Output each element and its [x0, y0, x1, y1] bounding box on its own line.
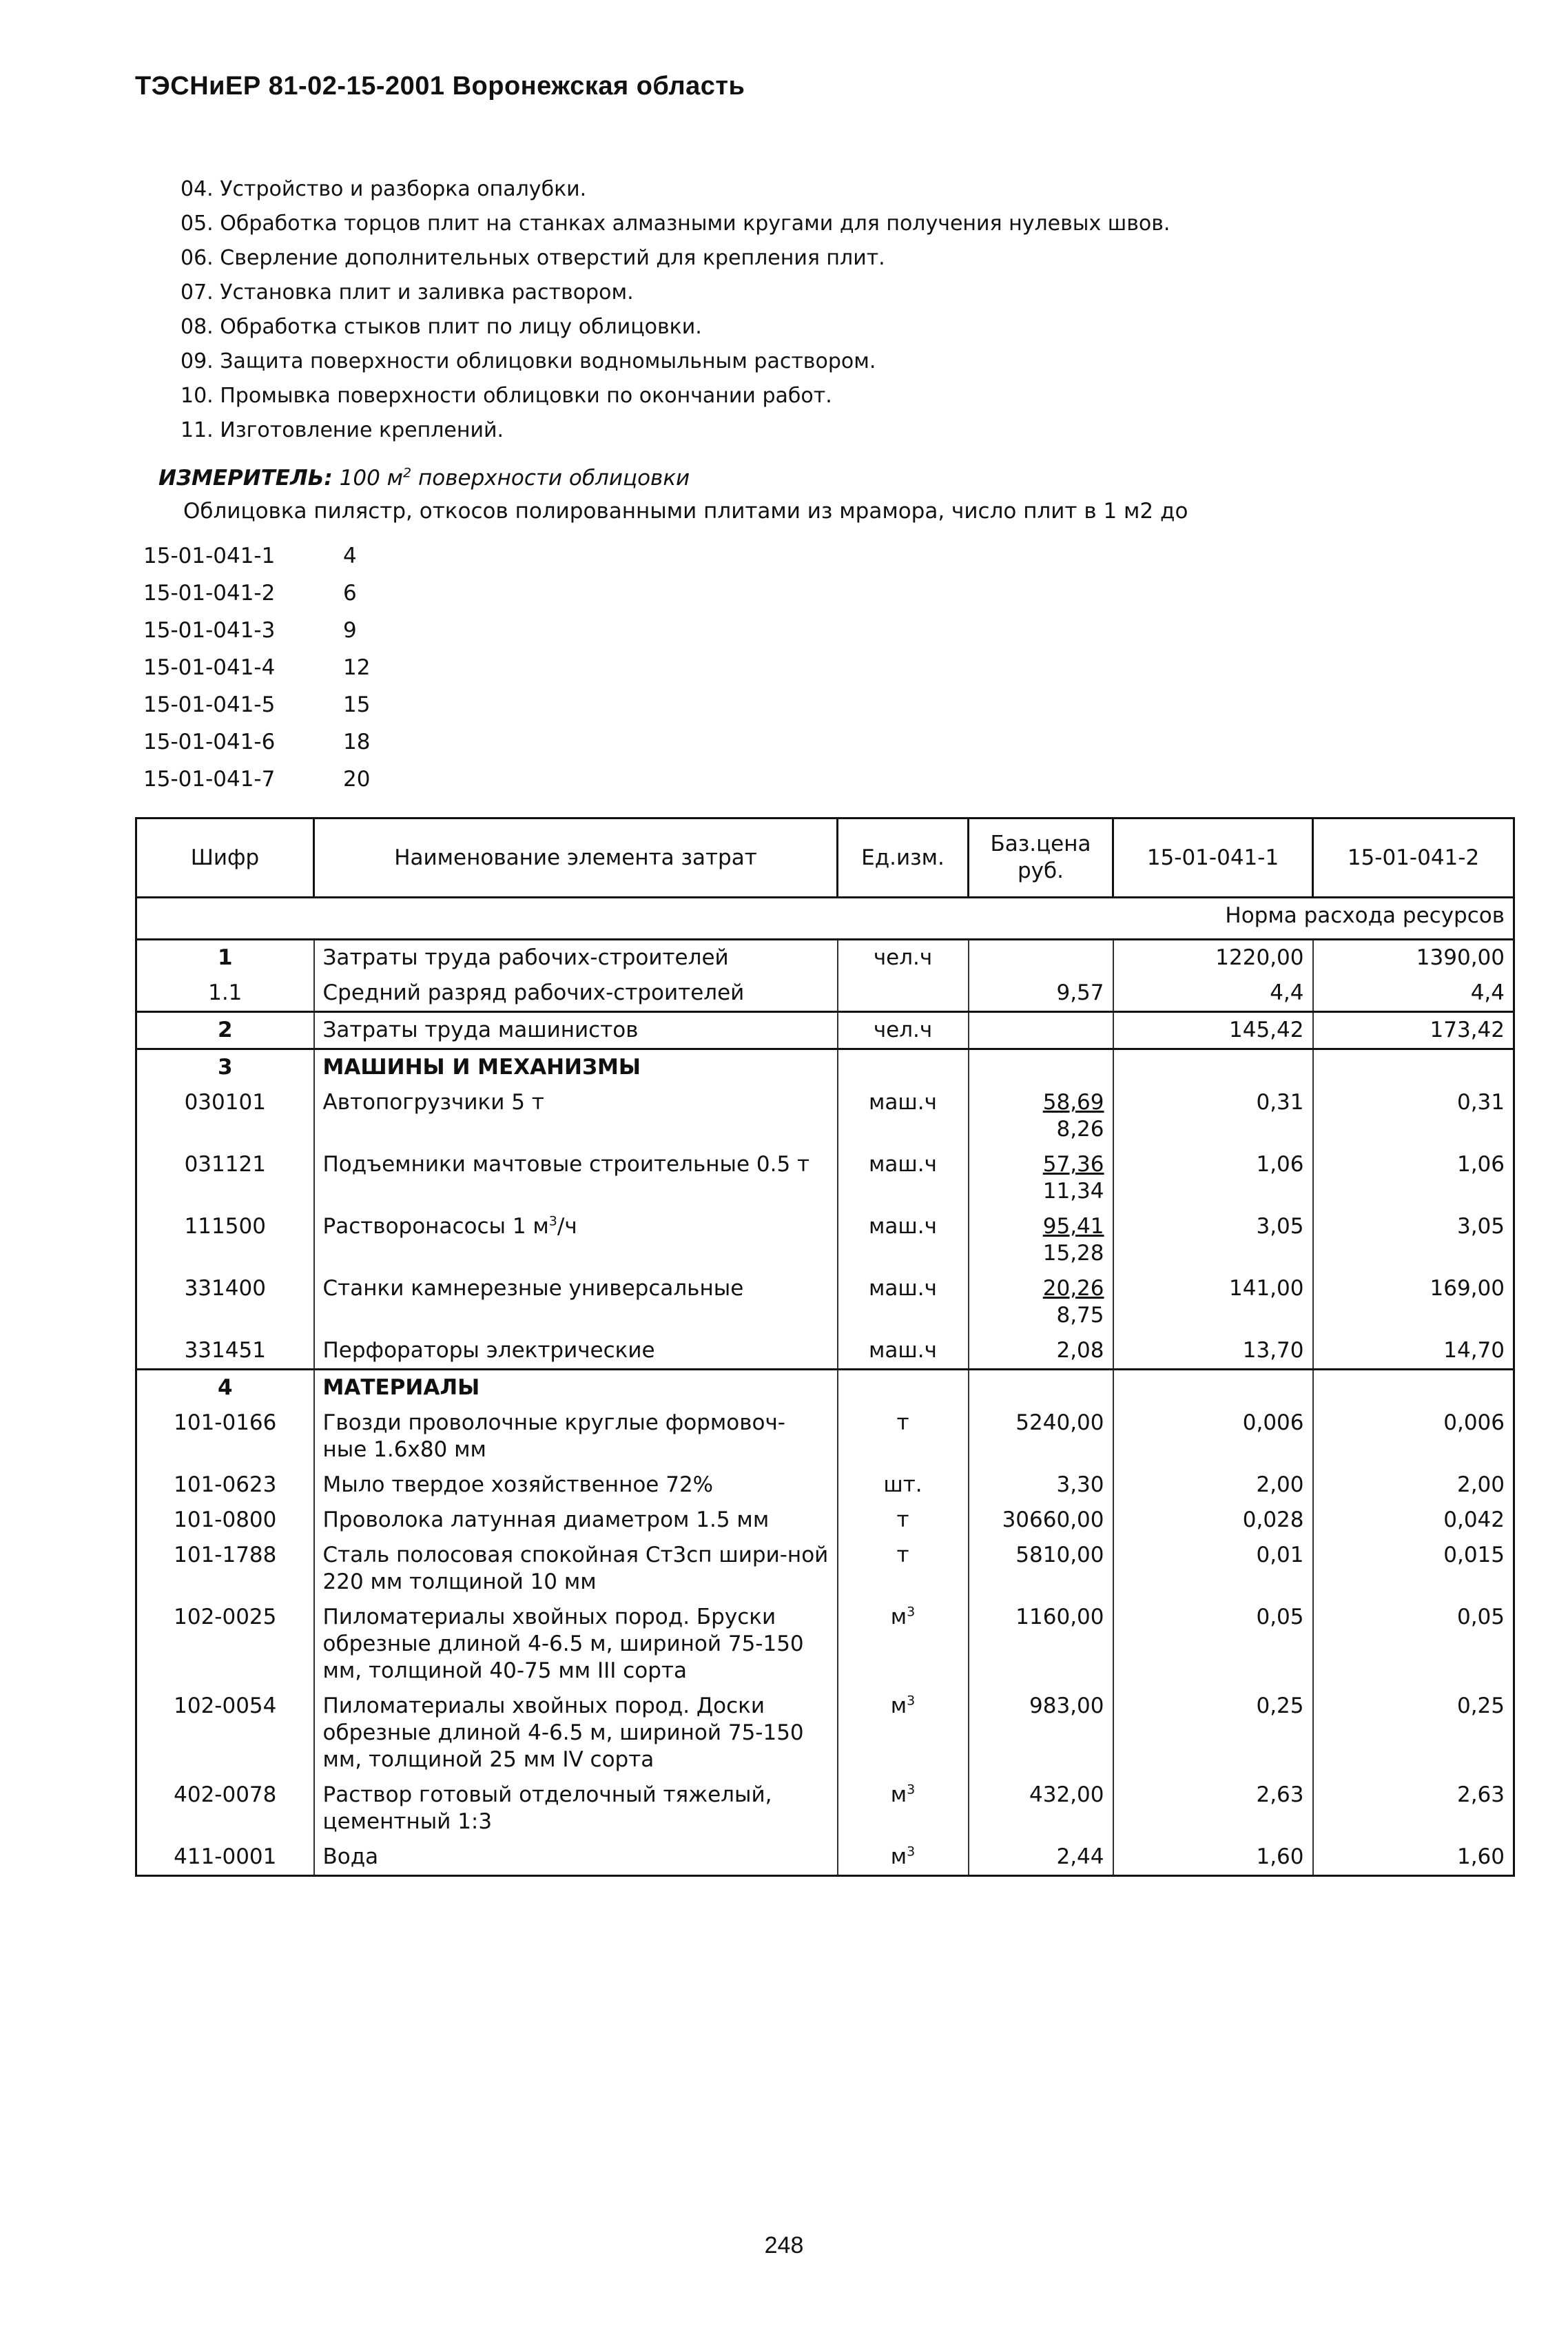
- norm-value-2: 0,015: [1443, 1543, 1505, 1567]
- cell-price: [969, 1600, 1113, 1689]
- unit-text: маш.ч: [869, 1276, 937, 1301]
- code-value: 18: [343, 730, 371, 754]
- cell-unit: [838, 1503, 969, 1538]
- table-row: [136, 1840, 1514, 1876]
- cell-code: [136, 1147, 314, 1209]
- work-step: 04. Устройство и разборка опалубки.: [180, 177, 587, 201]
- code-value: 20: [343, 767, 371, 792]
- cell-price: [969, 940, 1113, 976]
- price-value: 1160,00: [1015, 1605, 1104, 1629]
- cell-name: [314, 1503, 838, 1538]
- cell-code: [136, 976, 314, 1012]
- table-row: [136, 1271, 1514, 1333]
- unit-superscript: 3: [907, 1604, 916, 1620]
- cell-price: [969, 1370, 1113, 1406]
- code-text: 411-0001: [174, 1844, 277, 1869]
- norm-value-2: 0,042: [1443, 1507, 1505, 1532]
- code-text: 331400: [184, 1276, 266, 1301]
- price-value: 30660,00: [1002, 1507, 1104, 1532]
- cell-code: [136, 1049, 314, 1086]
- price-machinist-value: 15,28: [1042, 1241, 1104, 1266]
- cell-code: [136, 1840, 314, 1876]
- cell-code: [136, 1012, 314, 1049]
- name-text: Затраты труда рабочих-строителей: [322, 945, 729, 970]
- cell-name: [314, 1333, 838, 1370]
- code-value: 9: [343, 618, 357, 643]
- cell-norm-1: [1113, 1503, 1313, 1538]
- header-col1: 15-01-041-1: [1113, 818, 1313, 898]
- code-row: [143, 649, 370, 686]
- cell-code: [136, 1085, 314, 1147]
- price-value: 5240,00: [1015, 1410, 1104, 1435]
- work-step: 11. Изготовление креплений.: [180, 418, 504, 442]
- norm-value-1: 2,00: [1256, 1472, 1304, 1497]
- cell-unit: [838, 1689, 969, 1778]
- cell-norm-1: [1113, 1689, 1313, 1778]
- norm-value-2: 14,70: [1443, 1338, 1505, 1363]
- measure-rest: поверхности облицовки: [411, 466, 690, 491]
- cell-name: [314, 1370, 838, 1406]
- table-row: [136, 1538, 1514, 1600]
- norm-value-1: 141,00: [1229, 1276, 1304, 1301]
- cell-code: [136, 1271, 314, 1333]
- name-text: Перфораторы электрические: [322, 1338, 655, 1363]
- price-value: 2,44: [1056, 1844, 1104, 1869]
- cell-norm-1: [1113, 1405, 1313, 1468]
- cell-name: [314, 1778, 838, 1840]
- price-value: 5810,00: [1015, 1543, 1104, 1567]
- cell-name: [314, 1271, 838, 1333]
- table-row: [136, 976, 1514, 1012]
- unit-text: м: [890, 1844, 907, 1869]
- name-text: Сталь полосовая спокойная Ст3сп шири-ной 220 мм толщиной 10 мм: [322, 1543, 829, 1594]
- cell-name: [314, 1468, 838, 1503]
- work-step: 06. Сверление дополнительных отверстий для крепления плит.: [180, 246, 885, 270]
- header-name: Наименование элемента затрат: [314, 818, 838, 898]
- cell-name: [314, 1147, 838, 1209]
- norm-value-2: 0,25: [1456, 1693, 1505, 1718]
- cell-price: [969, 976, 1113, 1012]
- name-text: Растворонасосы 1 м: [322, 1214, 549, 1239]
- code-text: 2: [217, 1018, 233, 1042]
- cell-norm-2: [1313, 940, 1514, 976]
- cell-name: [314, 1012, 838, 1049]
- norm-value-1: 0,05: [1256, 1605, 1304, 1629]
- table-row: [136, 1778, 1514, 1840]
- code-text: 030101: [184, 1090, 266, 1115]
- measure-sup: 2: [403, 465, 412, 481]
- cell-unit: [838, 1405, 969, 1468]
- cell-norm-2: [1313, 1085, 1514, 1147]
- code-row: [143, 723, 370, 761]
- price-value: 2,08: [1056, 1338, 1104, 1363]
- norm-value-1: 0,006: [1242, 1410, 1304, 1435]
- cell-norm-2: [1313, 1405, 1514, 1468]
- work-steps-list: [180, 172, 1170, 448]
- header-unit: Ед.изм.: [838, 818, 969, 898]
- price-value: 983,00: [1029, 1693, 1104, 1718]
- table-row: [136, 1209, 1514, 1271]
- cell-norm-1: [1113, 1840, 1313, 1876]
- norm-value-2: 0,006: [1443, 1410, 1505, 1435]
- code: 15-01-041-4: [143, 655, 276, 680]
- norm-value-2: 4,4: [1470, 980, 1505, 1005]
- price-value: 3,30: [1056, 1472, 1104, 1497]
- cell-unit: [838, 1600, 969, 1689]
- cell-unit: [838, 1085, 969, 1147]
- code: 15-01-041-2: [143, 581, 276, 606]
- cell-norm-2: [1313, 1468, 1514, 1503]
- cell-price: [969, 1503, 1113, 1538]
- work-step: 05. Обработка торцов плит на станках алмазными кругами для получения нулевых швов.: [180, 212, 1170, 236]
- norm-value-1: 1,60: [1256, 1844, 1304, 1869]
- cell-code: [136, 1600, 314, 1689]
- price-value: 57,36: [1042, 1152, 1104, 1177]
- cell-price: [969, 1840, 1113, 1876]
- cell-price: [969, 1012, 1113, 1049]
- code-row: [143, 612, 370, 649]
- table-row: [136, 1405, 1514, 1468]
- cell-name: [314, 1209, 838, 1271]
- price-value: 9,57: [1056, 980, 1104, 1005]
- name-text: Подъемники мачтовые строительные 0.5 т: [322, 1152, 810, 1177]
- cell-code: [136, 1778, 314, 1840]
- code-text: 101-0166: [174, 1410, 277, 1435]
- header-price: Баз.цена руб.: [969, 818, 1113, 898]
- unit-text: маш.ч: [869, 1090, 937, 1115]
- table-row: [136, 1600, 1514, 1689]
- code: 15-01-041-3: [143, 618, 276, 643]
- cell-norm-2: [1313, 1370, 1514, 1406]
- cell-price: [969, 1049, 1113, 1086]
- cell-name: [314, 1049, 838, 1086]
- unit-text: т: [896, 1410, 909, 1435]
- table-row: [136, 1012, 1514, 1049]
- cell-name: [314, 1840, 838, 1876]
- unit-text: чел.ч: [873, 1018, 933, 1042]
- unit-superscript: 3: [907, 1782, 916, 1798]
- cell-price: [969, 1538, 1113, 1600]
- cell-unit: [838, 1271, 969, 1333]
- norm-row: [136, 898, 1514, 940]
- cell-code: [136, 1333, 314, 1370]
- cell-code: [136, 1503, 314, 1538]
- name-text: Затраты труда машинистов: [322, 1018, 639, 1042]
- cell-name: [314, 1600, 838, 1689]
- unit-text: м: [890, 1693, 907, 1718]
- cell-norm-1: [1113, 1333, 1313, 1370]
- unit-text: чел.ч: [873, 945, 933, 970]
- price-machinist-value: 8,26: [1056, 1117, 1104, 1142]
- code-text: 1: [217, 945, 233, 970]
- cell-norm-1: [1113, 976, 1313, 1012]
- norm-value-1: 1220,00: [1215, 945, 1304, 970]
- cell-code: [136, 940, 314, 976]
- code-text: 4: [217, 1375, 233, 1400]
- cell-unit: [838, 1049, 969, 1086]
- cell-unit: [838, 1012, 969, 1049]
- price-value: 58,69: [1042, 1090, 1104, 1115]
- cell-norm-1: [1113, 1370, 1313, 1406]
- cell-price: [969, 1689, 1113, 1778]
- norm-value-1: 0,31: [1256, 1090, 1304, 1115]
- name-text: Пиломатериалы хвойных пород. Бруски обрезные длиной 4-6.5 м, шириной 75-150 мм, толщиной 40-75 мм III сорта: [322, 1605, 804, 1683]
- code-text: 3: [217, 1055, 233, 1080]
- cell-price: [969, 1778, 1113, 1840]
- cell-name: [314, 1405, 838, 1468]
- code: 15-01-041-5: [143, 692, 276, 717]
- code-value: 6: [343, 581, 357, 606]
- cell-price: [969, 1085, 1113, 1147]
- norm-value-1: 4,4: [1270, 980, 1304, 1005]
- measure-value: 100 м: [339, 466, 404, 491]
- code-row: [143, 686, 370, 723]
- code-value: 12: [343, 655, 371, 680]
- unit-text: маш.ч: [869, 1214, 937, 1239]
- cell-code: [136, 1689, 314, 1778]
- norm-value-2: 169,00: [1430, 1276, 1505, 1301]
- measure-label: ИЗМЕРИТЕЛЬ:: [158, 466, 333, 491]
- cell-norm-2: [1313, 1209, 1514, 1271]
- unit-superscript: 3: [907, 1844, 916, 1860]
- norm-value-2: 1390,00: [1416, 945, 1505, 970]
- cell-norm-2: [1313, 1778, 1514, 1840]
- table-row: [136, 1085, 1514, 1147]
- work-step: 08. Обработка стыков плит по лицу облицовки.: [180, 315, 702, 339]
- unit-text: м: [890, 1782, 907, 1807]
- cell-unit: [838, 1468, 969, 1503]
- cell-name: [314, 1085, 838, 1147]
- code-text: 102-0025: [174, 1605, 277, 1629]
- unit-text: т: [896, 1543, 909, 1567]
- document-title: ТЭСНиЕР 81-02-15-2001 Воронежская область: [135, 72, 745, 101]
- price-value: 432,00: [1029, 1782, 1104, 1807]
- norm-value-1: 13,70: [1242, 1338, 1304, 1363]
- name-text: МАШИНЫ И МЕХАНИЗМЫ: [322, 1055, 641, 1080]
- code-text: 031121: [184, 1152, 266, 1177]
- cell-norm-1: [1113, 1209, 1313, 1271]
- code-text: 331451: [184, 1338, 266, 1363]
- norm-value-1: 2,63: [1256, 1782, 1304, 1807]
- code-text: 101-1788: [174, 1543, 277, 1567]
- cell-price: [969, 1147, 1113, 1209]
- cell-norm-1: [1113, 940, 1313, 976]
- norm-value-2: 0,05: [1456, 1605, 1505, 1629]
- cell-name: [314, 976, 838, 1012]
- cell-code: [136, 1468, 314, 1503]
- code-text: 101-0800: [174, 1507, 277, 1532]
- table-row: [136, 1689, 1514, 1778]
- code-text: 101-0623: [174, 1472, 277, 1497]
- cell-norm-1: [1113, 1271, 1313, 1333]
- name-text: Средний разряд рабочих-строителей: [322, 980, 745, 1005]
- name-text: Гвозди проволочные круглые формовоч-ные 1.6х80 мм: [322, 1410, 785, 1462]
- cell-norm-1: [1113, 1778, 1313, 1840]
- norm-value-2: 2,63: [1456, 1782, 1505, 1807]
- cell-norm-1: [1113, 1012, 1313, 1049]
- measure-unit: [158, 466, 690, 491]
- name-text: Вода: [322, 1844, 379, 1869]
- cell-norm-1: [1113, 1147, 1313, 1209]
- cell-norm-1: [1113, 1085, 1313, 1147]
- cell-norm-1: [1113, 1468, 1313, 1503]
- norm-value-2: 3,05: [1456, 1214, 1505, 1239]
- norm-label: Норма расхода ресурсов: [136, 898, 1514, 940]
- table-row: [136, 1370, 1514, 1406]
- cell-unit: [838, 1778, 969, 1840]
- cell-norm-1: [1113, 1049, 1313, 1086]
- cell-code: [136, 1538, 314, 1600]
- norm-value-2: 1,06: [1456, 1152, 1505, 1177]
- cell-unit: [838, 976, 969, 1012]
- code-row: [143, 761, 370, 798]
- cell-unit: [838, 1147, 969, 1209]
- unit-text: шт.: [883, 1472, 922, 1497]
- norm-value-2: 0,31: [1456, 1090, 1505, 1115]
- name-text: Раствор готовый отделочный тяжелый, цементный 1:3: [322, 1782, 772, 1834]
- norm-value-1: 3,05: [1256, 1214, 1304, 1239]
- cell-norm-2: [1313, 1503, 1514, 1538]
- norm-value-2: 2,00: [1456, 1472, 1505, 1497]
- unit-text: маш.ч: [869, 1152, 937, 1177]
- cell-norm-2: [1313, 976, 1514, 1012]
- norm-value-1: 0,028: [1242, 1507, 1304, 1532]
- price-value: 95,41: [1042, 1214, 1104, 1239]
- norm-value-1: 145,42: [1229, 1018, 1304, 1042]
- code-row: [143, 537, 370, 575]
- name-rest: /ч: [557, 1214, 577, 1239]
- code-text: 111500: [184, 1214, 266, 1239]
- table-row: [136, 940, 1514, 976]
- code: 15-01-041-7: [143, 767, 276, 792]
- norm-value-2: 173,42: [1430, 1018, 1505, 1042]
- name-text: Автопогрузчики 5 т: [322, 1090, 544, 1115]
- cell-unit: [838, 1538, 969, 1600]
- norm-value-1: 0,01: [1256, 1543, 1304, 1567]
- cell-unit: [838, 1333, 969, 1370]
- table-row: [136, 1503, 1514, 1538]
- cell-norm-2: [1313, 1600, 1514, 1689]
- page-number: 248: [764, 2232, 804, 2258]
- cell-price: [969, 1405, 1113, 1468]
- work-step: 10. Промывка поверхности облицовки по окончании работ.: [180, 384, 832, 408]
- work-description: Облицовка пилястр, откосов полированными плитами из мрамора, число плит в 1 м2 до: [183, 499, 1188, 524]
- unit-text: маш.ч: [869, 1338, 937, 1363]
- cell-name: [314, 1689, 838, 1778]
- cell-code: [136, 1209, 314, 1271]
- code: 15-01-041-1: [143, 544, 276, 568]
- cell-norm-2: [1313, 1271, 1514, 1333]
- cell-name: [314, 940, 838, 976]
- cell-unit: [838, 1840, 969, 1876]
- table-row: [136, 1333, 1514, 1370]
- unit-text: м: [890, 1605, 907, 1629]
- norm-value-1: 0,25: [1256, 1693, 1304, 1718]
- header-code: Шифр: [136, 818, 314, 898]
- name-text: Станки камнерезные универсальные: [322, 1276, 744, 1301]
- code-list: [143, 537, 370, 798]
- price-machinist-value: 11,34: [1042, 1179, 1104, 1204]
- code: 15-01-041-6: [143, 730, 276, 754]
- cell-norm-2: [1313, 1049, 1514, 1086]
- cell-unit: [838, 1370, 969, 1406]
- cell-norm-1: [1113, 1538, 1313, 1600]
- norm-value-2: 1,60: [1456, 1844, 1505, 1869]
- cell-price: [969, 1209, 1113, 1271]
- code-text: 1.1: [208, 980, 243, 1005]
- cell-norm-2: [1313, 1538, 1514, 1600]
- cell-price: [969, 1468, 1113, 1503]
- work-step: 09. Защита поверхности облицовки водномыльным раствором.: [180, 349, 876, 373]
- name-text: Пиломатериалы хвойных пород. Доски обрезные длиной 4-6.5 м, шириной 75-150 мм, толщиной 25 мм IV сорта: [322, 1693, 804, 1772]
- name-text: Мыло твердое хозяйственное 72%: [322, 1472, 714, 1497]
- unit-superscript: 3: [907, 1693, 916, 1709]
- code-row: [143, 575, 370, 612]
- name-text: Проволока латунная диаметром 1.5 мм: [322, 1507, 770, 1532]
- cell-unit: [838, 940, 969, 976]
- cell-norm-2: [1313, 1147, 1514, 1209]
- table-header-row: [136, 818, 1514, 898]
- cell-norm-2: [1313, 1840, 1514, 1876]
- cell-name: [314, 1538, 838, 1600]
- table-row: [136, 1468, 1514, 1503]
- work-step: 07. Установка плит и заливка раствором.: [180, 280, 634, 305]
- cell-code: [136, 1405, 314, 1468]
- cell-norm-2: [1313, 1689, 1514, 1778]
- name-superscript: 3: [548, 1213, 557, 1229]
- cell-price: [969, 1271, 1113, 1333]
- price-machinist-value: 8,75: [1056, 1303, 1104, 1328]
- cell-norm-1: [1113, 1600, 1313, 1689]
- name-text: МАТЕРИАЛЫ: [322, 1375, 480, 1400]
- cell-price: [969, 1333, 1113, 1370]
- table-row: [136, 1147, 1514, 1209]
- header-col2: 15-01-041-2: [1313, 818, 1514, 898]
- resource-table: [135, 817, 1515, 1877]
- cell-code: [136, 1370, 314, 1406]
- code-value: 4: [343, 544, 357, 568]
- norm-value-1: 1,06: [1256, 1152, 1304, 1177]
- table-row: [136, 1049, 1514, 1086]
- code-text: 102-0054: [174, 1693, 277, 1718]
- cell-norm-2: [1313, 1012, 1514, 1049]
- code-value: 15: [343, 692, 371, 717]
- cell-norm-2: [1313, 1333, 1514, 1370]
- cell-unit: [838, 1209, 969, 1271]
- code-text: 402-0078: [174, 1782, 277, 1807]
- price-value: 20,26: [1042, 1276, 1104, 1301]
- unit-text: т: [896, 1507, 909, 1532]
